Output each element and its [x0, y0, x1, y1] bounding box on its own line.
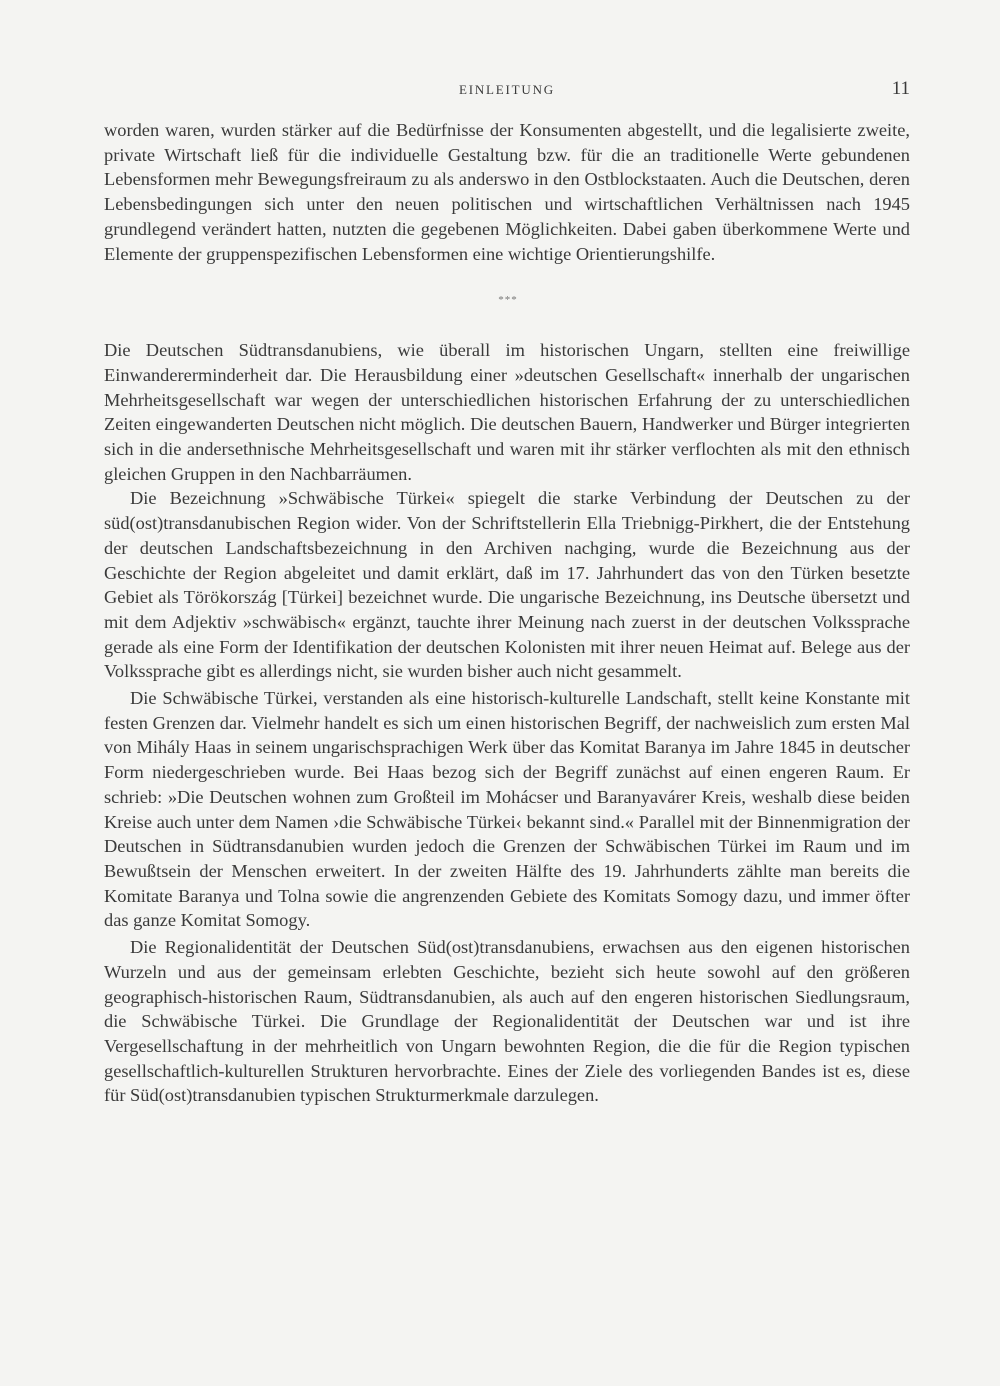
paragraph: Die Bezeichnung »Schwäbische Türkei« spiegelt die starke Verbindung der Deutschen zu der süd(ost)transdanubischen Region wider. Von der Schriftstellerin Ella Triebnigg-Pirkhert, die der Entstehung der deutschen Landschaftsbezeichnung in den Archiven nachging, wurde die Bezeichnung aus der Geschichte der Region abgeleitet und damit erklärt, daß im 17. Jahrhundert das von den Türken besetzte Gebiet als Törökország [Türkei] bezeichnet wurde. Die ungarische Bezeichnung, ins Deutsche übersetzt und mit dem Adjektiv »schwäbisch« ergänzt, tauchte ihrer Meinung nach zuerst in der deutschen Volkssprache gerade als eine Form der Identifikation der deutschen Kolonisten mit ihrer neuen Heimat auf. Belege aus der Volkssprache gibt es allerdings nicht, sie wurden bisher auch nicht gesammelt. [104, 488, 910, 682]
paragraph-continuation: worden waren, wurden stärker auf die Bedürfnisse der Konsumenten abgestellt, und die legalisierte zweite, private Wirtschaft ließ für die individuelle Gestaltung bzw. für die an traditionelle Werte gebundenen Lebensformen mehr Bewegungsfreiraum zu als anderswo in den Ostblockstaaten. Auch die Deutschen, deren Lebensbedingungen sich unter den neuen politischen und wirtschaftlichen Verhältnissen nach 1945 grundlegend verändert hatten, nutzten die gegebenen Möglichkeiten. Dabei gaben überkommene Werte und Elemente der gruppenspezifischen Lebensformen eine wichtige Orientierungshilfe. [104, 120, 910, 264]
section-separator: *** [498, 294, 518, 307]
page-number: 11 [891, 78, 910, 99]
body-text [104, 118, 910, 1108]
paragraph: Die Regionalidentität der Deutschen Süd(ost)transdanubiens, erwachsen aus den eigenen historischen Wurzeln und aus der gemeinsam erlebten Geschichte, bezieht sich heute sowohl auf den größeren geographisch-historischen Raum, Südtransdanubien, als auch auf den engeren historischen Siedlungsraum, die Schwäbische Türkei. Die Grundlage der Regionalidentität der Deutschen war und ist ihre Vergesellschaftung in der mehrheitlich von Ungarn bewohnten Region, die die für die Region typischen gesellschaftlich-kulturellen Strukturen hervorbrachte. Eines der Ziele des vorliegenden Bandes ist es, diese für Süd(ost)transdanubien typischen Strukturmerkmale darzulegen. [104, 937, 910, 1106]
running-head [104, 78, 910, 102]
running-title: EINLEITUNG [459, 82, 555, 97]
paragraph: Die Schwäbische Türkei, verstanden als eine historisch-kulturelle Landschaft, stellt keine Konstante mit festen Grenzen dar. Vielmehr handelt es sich um einen historischen Begriff, der nachweislich zum ersten Mal von Mihály Haas in seinem ungarischsprachigen Werk über das Komitat Baranya im Jahre 1845 in deutscher Form niedergeschrieben wurde. Bei Haas bezog sich der Begriff zunächst auf einen engeren Raum. Er schrieb: »Die Deutschen wohnen zum Großteil im Mohácser und Baranyavárer Kreis, weshalb diese beiden Kreise auch unter dem Namen ›die Schwäbische Türkei‹ bekannt sind.« Parallel mit der Binnenmigration der Deutschen in Südtransdanubien wurden jedoch die Grenzen der Schwäbischen Türkei im Raum und im Bewußtsein der Menschen erweitert. In der zweiten Hälfte des 19. Jahrhunderts zählte man bereits die Komitate Baranya und Tolna sowie die angrenzenden Gebiete des Komitats Somogy dazu, und immer öfter das ganze Komitat Somogy. [104, 688, 910, 931]
paragraph: Die Deutschen Südtransdanubiens, wie überall im historischen Ungarn, stellten eine freiwillige Einwandererminderheit dar. Die Herausbildung einer »deutschen Gesellschaft« innerhalb der ungarischen Mehrheitsgesellschaft war wegen der unterschiedlichen historischen Erfahrung der zu unterschiedlichen Zeiten eingewanderten Deutschen nicht möglich. Die deutschen Bauern, Handwerker und Bürger integrierten sich in die andersethnische Mehrheitsgesellschaft und waren mit ihr stärker verflochten als mit den ethnisch gleichen Gruppen in den Nachbarräumen. [104, 340, 910, 484]
